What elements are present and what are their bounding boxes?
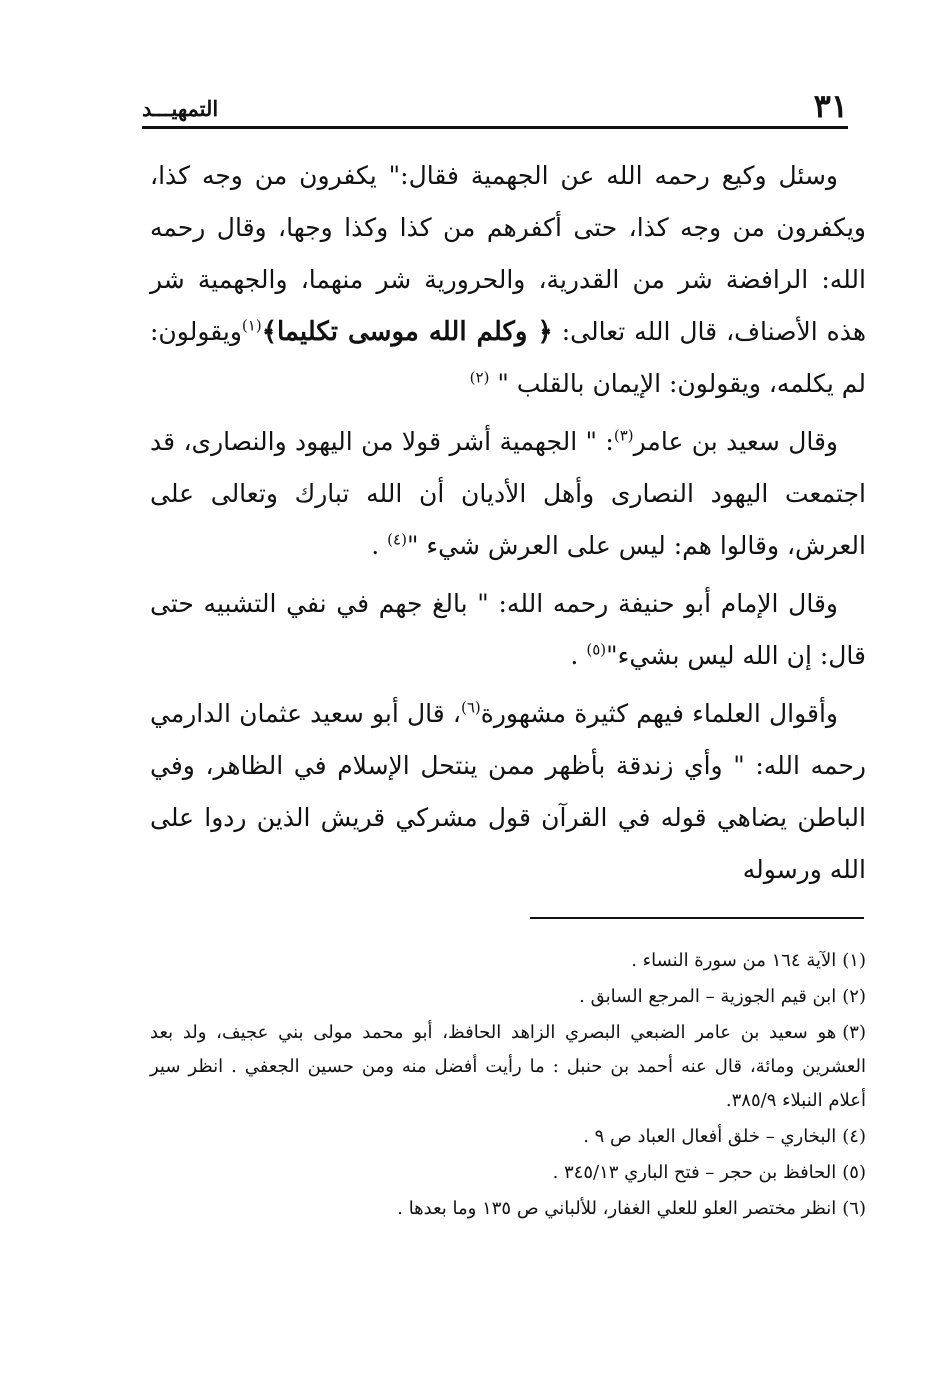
footnote-text: ابن قيم الجوزية – المرجع السابق . <box>579 986 837 1007</box>
paragraph-text: : " الجهمية أشر قولا من اليهود والنصارى، قد اجتمعت اليهود النصارى وأهل الأديان أن الله تبارك وتعالى على العرش، وقالوا هم: ليس على العرش شيء " <box>150 427 866 560</box>
page-number: ٣١ <box>813 87 848 125</box>
paragraph-text: وقال الإمام أبو حنيفة رحمه الله: " بالغ جهم في نفي التشبيه حتى قال: إن الله ليس بشيء" <box>150 589 866 670</box>
footnote-text: هو سعيد بن عامر الضبعي البصري الزاهد الحافظ، أبو محمد مولى بني عجيف، ولد بعد العشرين ومائة، قال عنه أحمد بن حنبل : ما رأيت أفضل منه ومن حسين الجعفي . انظر سير أعلام النبلاء ٣٨٥/٩. <box>150 1022 866 1111</box>
footnote-ref: (٦) <box>460 698 481 717</box>
footnote-1 <box>150 944 866 978</box>
paragraph-abu-hanifa <box>150 578 866 682</box>
footnote-3 <box>150 1016 866 1118</box>
footnote-text: انظر مختصر العلو للعلي الغفار، للألباني ص ١٣٥ وما بعدها . <box>397 1198 837 1219</box>
footnote-4 <box>150 1120 866 1154</box>
footnote-number: (٤) <box>842 1126 866 1147</box>
paragraph-darimi <box>150 688 866 896</box>
paragraph-text: ، قال أبو سعيد عثمان الدارمي رحمه الله: " وأي زندقة بأظهر ممن ينتحل الإسلام في الظاهر، وفي الباطن يضاهي قوله في القرآن قول مشركي قريش الذين ردوا على الله ورسوله <box>150 699 866 884</box>
paragraph-text: وأقوال العلماء فيهم كثيرة مشهورة <box>480 699 838 728</box>
footnote-ref: (٤) <box>387 530 407 549</box>
paragraph-text: وسئل وكيع رحمه الله عن الجهمية فقال:" يكفرون من وجه كذا، ويكفرون من وجه كذا، حتى أكفرهم من كذا وكذا وجها، وقال رحمه الله: الرافضة شر من القدرية، والحرورية شر منهما، والجهمية شر هذه الأصناف، قال الله تعالى: <box>150 161 867 346</box>
paragraph-saeed <box>150 416 866 572</box>
paragraph-text: . <box>570 641 587 670</box>
footnote-6 <box>150 1192 866 1226</box>
footnote-ref: (٥) <box>586 640 607 659</box>
footnotes <box>150 944 866 1228</box>
running-title: التمهيـــد <box>142 96 219 121</box>
footnote-ref: (٢) <box>469 368 490 387</box>
paragraph-waki <box>150 150 866 410</box>
paragraph-text: ويقولون: لم يكلمه، ويقولون: الإيمان بالقلب " <box>150 317 866 398</box>
quran-verse: ﴿ وكلم الله موسى تكليما﴾ <box>261 317 553 347</box>
footnote-number: (٣) <box>842 1022 866 1043</box>
footnote-ref: (١) <box>241 316 262 335</box>
page-header <box>142 87 848 129</box>
footnote-2 <box>150 980 866 1014</box>
footnote-text: الحافظ بن حجر – فتح الباري ٣٤٥/١٣ . <box>552 1162 837 1183</box>
footnote-number: (٥) <box>842 1162 866 1183</box>
main-text <box>150 150 866 902</box>
paragraph-text: . <box>371 531 388 560</box>
footnote-5 <box>150 1156 866 1190</box>
footnote-number: (١) <box>842 950 866 971</box>
paragraph-text: وقال سعيد بن عامر <box>633 427 839 456</box>
footnote-ref: (٣) <box>613 426 634 445</box>
footnote-text: البخاري – خلق أفعال العباد ص ٩ . <box>583 1126 837 1147</box>
footnote-text: الآية ١٦٤ من سورة النساء . <box>631 950 837 971</box>
footnote-separator <box>530 917 864 919</box>
footnote-number: (٢) <box>842 986 866 1007</box>
footnote-number: (٦) <box>842 1198 866 1219</box>
